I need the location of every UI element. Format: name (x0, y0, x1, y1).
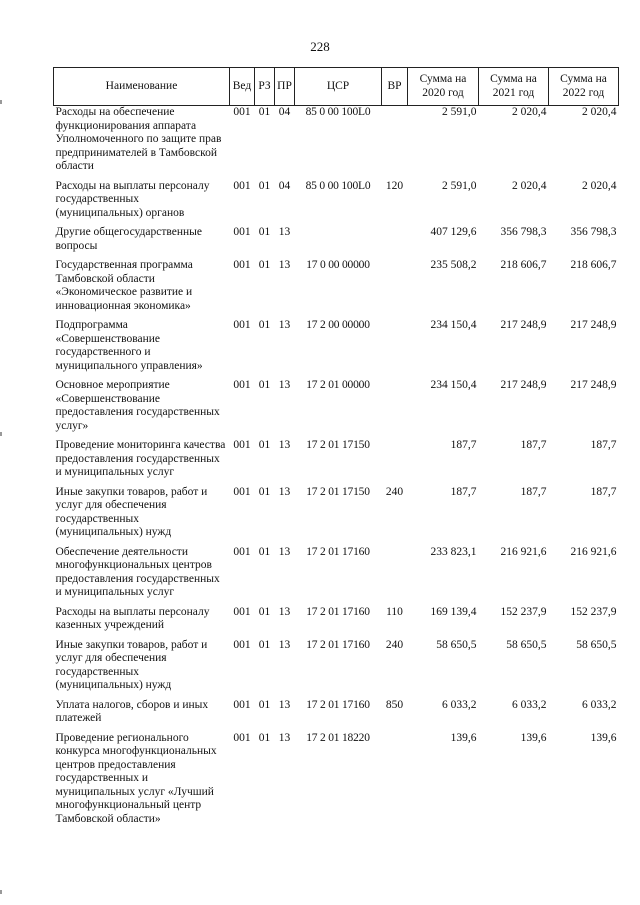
page-number: 228 (310, 39, 330, 54)
row-sum-2021: 217 248,9 (500, 319, 547, 331)
row-sum-2021: 152 237,9 (500, 605, 547, 618)
row-ved: 001 (233, 731, 251, 744)
row-sum-2021: 2 020,4 (512, 179, 547, 192)
row-name: Основное мероприятие «Совершенствование предоставления государственных услуг» (55, 379, 220, 432)
row-rz: 01 (258, 605, 271, 618)
row-ved: 001 (233, 226, 251, 238)
header-csr: ЦСР (295, 68, 382, 106)
row-ved: 001 (233, 485, 251, 498)
row-sum-2020: 58 650,5 (436, 638, 477, 651)
row-sum-2020: 2 591,0 (442, 179, 477, 192)
row-vr: 850 (385, 698, 404, 711)
row-rz: 01 (258, 485, 271, 498)
row-sum-2022: 216 921,6 (570, 545, 617, 558)
row-ved: 001 (233, 179, 251, 192)
row-sum-2022: 217 248,9 (570, 379, 617, 391)
row-name: Государственная программа Тамбовской области «Экономическое развитие и инновационная экономика» (55, 259, 193, 312)
row-vr: 110 (386, 605, 403, 618)
row-vr (382, 259, 408, 319)
row-name: Расходы на обеспечение функционирования аппарата Уполномоченного по защите прав предпринимателей в Тамбовской области (55, 106, 222, 172)
row-ved: 001 (233, 545, 251, 558)
row-name: Уплата налогов, сборов и иных платежей (55, 698, 209, 724)
budget-table (53, 67, 619, 832)
row-vr (382, 439, 408, 486)
row-rz: 01 (258, 226, 271, 238)
row-sum-2021: 58 650,5 (506, 638, 547, 651)
row-csr: 17 2 01 17150 (306, 439, 370, 451)
row-sum-2021: 218 606,7 (500, 259, 547, 271)
row-ved: 001 (233, 439, 251, 451)
header-ved: Вед (230, 68, 255, 106)
row-sum-2020: 6 033,2 (442, 698, 477, 711)
header-sum-2022: Сумма на 2022 год (549, 68, 619, 106)
row-pr: 13 (278, 638, 291, 651)
row-sum-2020: 233 823,1 (430, 545, 477, 558)
row-sum-2020: 234 150,4 (430, 319, 477, 331)
table-row (54, 226, 619, 259)
row-sum-2021: 139,6 (520, 731, 547, 744)
table-row (54, 319, 619, 379)
row-sum-2022: 2 020,4 (582, 179, 617, 192)
row-sum-2022: 58 650,5 (576, 638, 617, 651)
row-name: Другие общегосударственные вопросы (55, 226, 202, 252)
row-pr: 13 (278, 698, 291, 711)
row-csr: 17 2 01 17160 (306, 638, 370, 651)
scan-edge-mark (0, 890, 2, 894)
row-sum-2022: 356 798,3 (570, 226, 617, 238)
row-vr (382, 226, 408, 259)
row-csr: 17 2 00 00000 (306, 319, 370, 331)
table-row (54, 732, 619, 833)
row-vr (382, 379, 408, 439)
row-name: Подпрограмма «Совершенствование государственного и муниципального управления» (55, 319, 203, 372)
row-pr: 04 (278, 179, 291, 192)
header-sum-2021: Сумма на 2021 год (479, 68, 549, 106)
table-row (54, 180, 619, 227)
row-rz: 01 (258, 545, 271, 558)
header-name: Наименование (54, 68, 230, 106)
row-sum-2022: 139,6 (590, 731, 617, 744)
header-rz: РЗ (255, 68, 275, 106)
row-sum-2020: 187,7 (450, 485, 477, 498)
row-pr: 13 (278, 379, 291, 391)
table-row (54, 606, 619, 639)
row-rz: 01 (258, 319, 271, 331)
row-vr (382, 546, 408, 606)
row-pr: 13 (278, 319, 291, 331)
row-rz: 01 (258, 106, 271, 118)
row-pr: 13 (278, 259, 291, 271)
table-row (54, 259, 619, 319)
row-sum-2020: 407 129,6 (430, 226, 477, 238)
row-sum-2022: 217 248,9 (570, 319, 617, 331)
row-rz: 01 (258, 638, 271, 651)
table-row (54, 379, 619, 439)
row-sum-2021: 187,7 (520, 485, 547, 498)
row-sum-2020: 169 139,4 (430, 605, 477, 618)
row-csr: 17 2 01 00000 (306, 379, 370, 391)
row-ved: 001 (233, 106, 251, 118)
header-vr: ВР (382, 68, 408, 106)
table-header-row (54, 68, 619, 106)
header-sum-2020: Сумма на 2020 год (408, 68, 479, 106)
row-name: Проведение регионального конкурса многофункциональных центров предоставления государственных и муниципальных услуг «Лучший многофункциональный центр Тамбовской области» (55, 731, 217, 825)
row-pr: 13 (278, 731, 291, 744)
table-row (54, 439, 619, 486)
row-rz: 01 (258, 731, 271, 744)
row-vr: 120 (385, 179, 404, 192)
row-sum-2022: 187,7 (590, 439, 617, 451)
row-name: Расходы на выплаты персоналу государственных (муниципальных) органов (55, 179, 210, 219)
row-sum-2022: 6 033,2 (582, 698, 617, 711)
row-vr (382, 319, 408, 379)
row-csr: 17 2 01 17150 (306, 485, 370, 498)
row-rz: 01 (258, 259, 271, 271)
row-ved: 001 (233, 259, 251, 271)
row-sum-2022: 152 237,9 (570, 605, 617, 618)
table-row (54, 699, 619, 732)
row-name: Обеспечение деятельности многофункциональных центров предоставления государственных и муниципальных услуг (55, 545, 220, 598)
table-row (54, 546, 619, 606)
row-ved: 001 (233, 698, 251, 711)
row-sum-2020: 235 508,2 (430, 259, 477, 271)
row-sum-2020: 187,7 (450, 439, 477, 451)
row-csr: 17 2 01 17160 (306, 545, 370, 558)
row-pr: 13 (278, 545, 291, 558)
row-rz: 01 (258, 439, 271, 451)
table-row (54, 106, 619, 180)
row-sum-2021: 187,7 (520, 439, 547, 451)
row-vr (382, 106, 408, 180)
row-rz: 01 (258, 698, 271, 711)
row-rz: 01 (258, 179, 271, 192)
table-row (54, 486, 619, 546)
row-sum-2020: 234 150,4 (430, 379, 477, 391)
row-vr: 240 (385, 638, 404, 651)
row-name: Иные закупки товаров, работ и услуг для обеспечения государственных (муниципальных) нужд (55, 485, 208, 538)
row-sum-2022: 2 020,4 (582, 106, 617, 118)
row-rz: 01 (258, 379, 271, 391)
row-csr: 17 2 01 17160 (306, 605, 370, 618)
row-sum-2021: 216 921,6 (500, 545, 547, 558)
row-pr: 13 (278, 485, 291, 498)
row-sum-2021: 2 020,4 (512, 106, 547, 118)
table-row (54, 639, 619, 699)
scan-edge-mark (0, 100, 2, 104)
row-pr: 13 (278, 605, 291, 618)
row-ved: 001 (233, 319, 251, 331)
row-csr: 85 0 00 100L0 (305, 106, 371, 118)
row-vr: 240 (385, 485, 404, 498)
header-pr: ПР (275, 68, 295, 106)
row-vr (382, 732, 408, 833)
row-pr: 13 (278, 439, 291, 451)
row-sum-2021: 356 798,3 (500, 226, 547, 238)
row-name: Иные закупки товаров, работ и услуг для обеспечения государственных (муниципальных) нужд (55, 638, 208, 691)
row-ved: 001 (233, 638, 251, 651)
row-sum-2021: 6 033,2 (512, 698, 547, 711)
row-sum-2020: 139,6 (450, 731, 477, 744)
row-sum-2020: 2 591,0 (442, 106, 477, 118)
row-ved: 001 (233, 379, 251, 391)
row-csr: 17 0 00 00000 (306, 259, 370, 271)
row-csr: 85 0 00 100L0 (305, 179, 371, 192)
row-csr (295, 226, 382, 259)
row-name: Расходы на выплаты персоналу казенных учреждений (55, 605, 210, 631)
row-csr: 17 2 01 17160 (306, 698, 370, 711)
row-csr: 17 2 01 18220 (306, 731, 370, 744)
row-pr: 04 (278, 106, 291, 118)
row-pr: 13 (278, 226, 291, 238)
scan-edge-mark (0, 432, 2, 436)
row-sum-2022: 218 606,7 (570, 259, 617, 271)
row-sum-2021: 217 248,9 (500, 379, 547, 391)
row-name: Проведение мониторинга качества предоставления государственных и муниципальных услуг (55, 439, 226, 478)
row-sum-2022: 187,7 (590, 485, 617, 498)
row-ved: 001 (233, 605, 251, 618)
